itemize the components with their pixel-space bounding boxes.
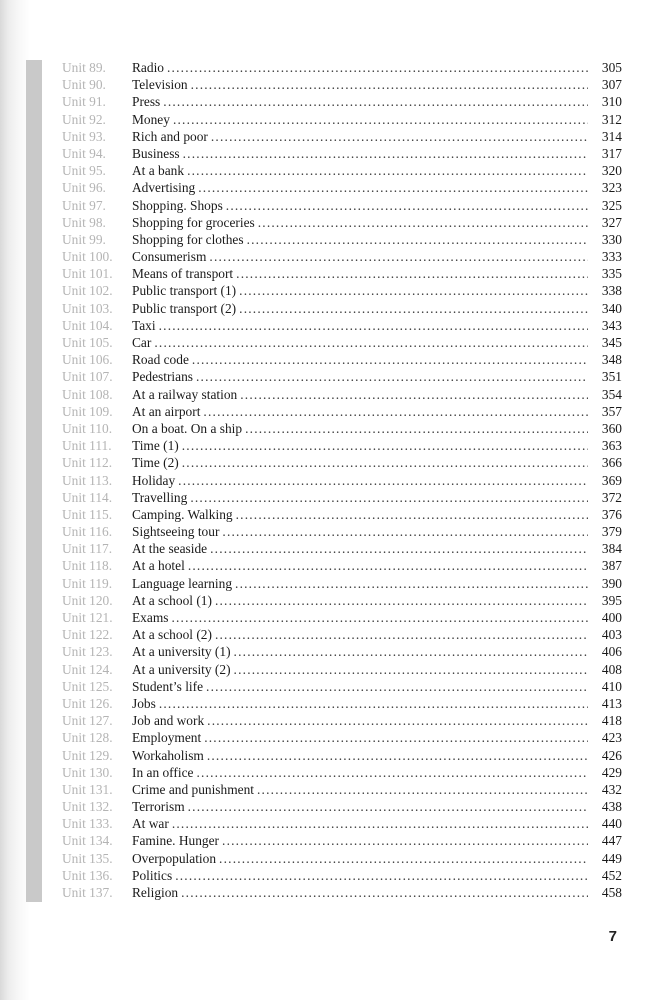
toc-title: At war [132,816,169,832]
toc-page-number: 413 [601,695,622,711]
toc-dot-leader [207,747,588,764]
toc-entry [62,128,622,145]
toc-title: At a school (2) [132,627,212,643]
toc-entry [62,145,622,162]
toc-page-number: 310 [601,94,622,110]
toc-dot-leader [173,111,588,128]
toc-page-number: 376 [601,506,622,522]
toc-title: Overpopulation [132,850,217,866]
toc-dot-leader [258,214,588,231]
toc-dot-leader [163,93,588,110]
toc-unit-label: Unit 96. [62,180,106,196]
toc-dot-leader [204,729,588,746]
toc-unit-label: Unit 127. [62,713,113,729]
toc-entry [62,162,622,179]
toc-entry [62,420,622,437]
toc-title: Shopping for groceries [132,214,255,230]
toc-title: Press [132,94,161,110]
toc-dot-leader [207,712,588,729]
toc-unit-label: Unit 130. [62,764,113,780]
toc-title: Car [132,335,152,350]
toc-dot-leader [236,506,588,523]
toc-page-number: 366 [601,455,622,471]
toc-page-number: 307 [601,77,622,93]
toc-title: At a university (2) [132,661,231,677]
toc-page-number: 335 [601,266,622,282]
toc-dot-leader [219,850,588,867]
toc-title: Shopping. Shops [132,197,223,213]
toc-entry [62,403,622,420]
toc-entry [62,850,622,867]
toc-title: Pedestrians [132,369,193,385]
toc-unit-label: Unit 111. [62,438,112,454]
toc-unit-label: Unit 126. [62,695,113,711]
toc-title: Radio [132,60,164,75]
toc-title: Taxi [132,317,156,333]
toc-dot-leader [234,661,588,678]
toc-unit-label: Unit 100. [62,249,113,265]
toc-page-number: 438 [601,799,622,815]
toc-page-number: 390 [601,575,622,591]
toc-dot-leader [175,867,588,884]
toc-entry [62,248,622,265]
toc-page-number: 320 [601,163,622,179]
toc-page-number: 440 [601,816,622,832]
toc-page-number: 338 [601,283,622,299]
toc-unit-label: Unit 95. [62,163,106,179]
toc-page-number: 357 [601,403,622,419]
toc-entry [62,798,622,815]
table-of-contents [62,59,622,901]
toc-page-number: 340 [601,300,622,316]
toc-page-number: 325 [601,197,622,213]
toc-dot-leader [192,351,588,368]
toc-title: Workaholism [132,747,204,763]
toc-page-number: 343 [601,317,622,333]
toc-entry [62,626,622,643]
toc-title: Time (2) [132,455,179,471]
toc-title: Means of transport [132,266,234,282]
toc-dot-leader [178,472,588,489]
toc-unit-label: Unit 135. [62,850,113,866]
toc-title: Crime and punishment [132,781,254,797]
toc-dot-leader [190,489,588,506]
toc-page-number: 351 [601,369,622,385]
toc-entry [62,523,622,540]
toc-title: At a bank [132,163,185,179]
toc-page-number: 327 [601,214,622,230]
toc-unit-label: Unit 93. [62,128,106,144]
toc-page-number: 423 [601,730,622,746]
toc-title: Holiday [132,472,176,488]
toc-entry [62,712,622,729]
toc-dot-leader [182,437,588,454]
toc-page-number: 384 [601,541,622,557]
toc-title: Travelling [132,489,188,505]
toc-dot-leader [187,162,588,179]
toc-dot-leader [209,248,588,265]
toc-entry [62,59,622,76]
toc-page-number: 314 [601,128,622,144]
toc-dot-leader [182,454,588,471]
toc-entry [62,678,622,695]
toc-dot-leader [188,557,588,574]
toc-title: Exams [132,610,169,625]
toc-unit-label: Unit 136. [62,867,113,883]
toc-entry [62,111,622,128]
toc-unit-label: Unit 98. [62,214,106,230]
toc-page-number: 333 [601,249,622,265]
toc-entry [62,300,622,317]
toc-title: At a school (1) [132,592,212,608]
toc-unit-label: Unit 112. [62,455,113,471]
toc-page-number: 400 [601,610,622,625]
toc-entry [62,437,622,454]
toc-dot-leader [171,609,588,626]
toc-entry [62,867,622,884]
toc-title: Money [132,111,170,127]
toc-dot-leader [188,798,588,815]
toc-entry [62,76,622,93]
toc-unit-label: Unit 99. [62,231,106,247]
toc-page-number: 452 [601,867,622,883]
toc-title: At an airport [132,403,201,419]
toc-page-number: 354 [601,386,622,402]
toc-page-number: 408 [601,661,622,677]
toc-unit-label: Unit 128. [62,730,113,746]
toc-dot-leader [154,334,588,351]
toc-unit-label: Unit 117. [62,541,113,557]
toc-title: Sightseeing tour [132,524,220,540]
toc-dot-leader [247,231,588,248]
toc-unit-label: Unit 115. [62,506,113,522]
toc-title: Business [132,145,180,161]
toc-entry [62,557,622,574]
toc-page-number: 379 [601,524,622,540]
toc-unit-label: Unit 108. [62,386,113,402]
toc-title: Religion [132,885,179,900]
toc-dot-leader [181,884,588,901]
toc-dot-leader [257,781,588,798]
toc-dot-leader [215,626,588,643]
toc-title: On a boat. On a ship [132,420,243,436]
toc-unit-label: Unit 92. [62,111,106,127]
toc-unit-label: Unit 133. [62,816,113,832]
toc-page-number: 363 [601,438,622,454]
toc-entry [62,832,622,849]
toc-page-number: 406 [601,644,622,660]
margin-gray-bar [26,60,42,902]
toc-title: Time (1) [132,438,179,454]
toc-page-number: 345 [601,335,622,350]
toc-entry [62,197,622,214]
toc-dot-leader [159,317,588,334]
toc-page-number: 410 [601,678,622,694]
toc-dot-leader [159,695,588,712]
toc-page-number: 418 [601,713,622,729]
toc-title: Consumerism [132,249,207,265]
toc-unit-label: Unit 116. [62,524,113,540]
toc-page-number: 317 [601,145,622,161]
toc-unit-label: Unit 124. [62,661,113,677]
toc-dot-leader [206,678,588,695]
toc-unit-label: Unit 129. [62,747,113,763]
toc-title: Rich and poor [132,128,208,144]
toc-page-number: 387 [601,558,622,574]
toc-unit-label: Unit 107. [62,369,113,385]
toc-entry [62,815,622,832]
toc-entry [62,265,622,282]
toc-page-number: 432 [601,781,622,797]
toc-entry [62,386,622,403]
toc-page-number: 360 [601,420,622,436]
toc-unit-label: Unit 120. [62,592,113,608]
toc-page-number: 403 [601,627,622,643]
toc-entry [62,540,622,557]
toc-unit-label: Unit 104. [62,317,113,333]
toc-title: Terrorism [132,799,185,815]
toc-unit-label: Unit 97. [62,197,106,213]
toc-entry [62,351,622,368]
toc-unit-label: Unit 90. [62,77,106,93]
toc-unit-label: Unit 109. [62,403,113,419]
toc-dot-leader [198,179,588,196]
toc-entry [62,661,622,678]
toc-unit-label: Unit 101. [62,266,113,282]
toc-entry [62,506,622,523]
toc-title: At a railway station [132,386,238,402]
toc-dot-leader [167,59,588,76]
toc-title: Employment [132,730,202,746]
toc-dot-leader [215,592,588,609]
toc-unit-label: Unit 137. [62,885,113,900]
toc-dot-leader [196,368,588,385]
toc-unit-label: Unit 123. [62,644,113,660]
toc-title: Advertising [132,180,196,196]
toc-dot-leader [236,265,588,282]
toc-dot-leader [239,300,588,317]
toc-dot-leader [191,76,588,93]
toc-entry [62,334,622,351]
toc-entry [62,764,622,781]
toc-title: Shopping for clothes [132,231,244,247]
page-number: 7 [608,928,617,945]
toc-page-number: 429 [601,764,622,780]
toc-entry [62,747,622,764]
toc-unit-label: Unit 110. [62,420,113,436]
toc-title: Student’s life [132,678,204,694]
toc-dot-leader [222,832,588,849]
toc-title: At a hotel [132,558,185,574]
toc-entry [62,472,622,489]
toc-unit-label: Unit 132. [62,799,113,815]
toc-dot-leader [226,197,588,214]
toc-title: Camping. Walking [132,506,233,522]
toc-page-number: 369 [601,472,622,488]
toc-unit-label: Unit 118. [62,558,113,574]
toc-title: Politics [132,867,173,883]
toc-title: Public transport (2) [132,300,237,316]
toc-page-number: 449 [601,850,622,866]
toc-dot-leader [172,815,588,832]
toc-unit-label: Unit 103. [62,300,113,316]
toc-page-number: 426 [601,747,622,763]
toc-page-number: 447 [601,833,622,849]
toc-unit-label: Unit 125. [62,678,113,694]
toc-unit-label: Unit 89. [62,60,106,75]
toc-entry [62,884,622,901]
toc-dot-leader [222,523,588,540]
toc-page-number: 312 [601,111,622,127]
toc-title: Public transport (1) [132,283,237,299]
toc-entry [62,609,622,626]
toc-title: Jobs [132,695,156,711]
toc-title: In an office [132,764,194,780]
toc-unit-label: Unit 113. [62,472,113,488]
toc-title: Job and work [132,713,205,729]
toc-entry [62,93,622,110]
toc-page-number: 323 [601,180,622,196]
toc-entry [62,282,622,299]
toc-page-number: 458 [601,885,622,900]
toc-title: At a university (1) [132,644,231,660]
toc-unit-label: Unit 106. [62,352,113,368]
toc-entry [62,575,622,592]
toc-title: Famine. Hunger [132,833,220,849]
toc-dot-leader [196,764,588,781]
toc-entry [62,231,622,248]
toc-dot-leader [203,403,588,420]
toc-unit-label: Unit 91. [62,94,106,110]
toc-entry [62,368,622,385]
toc-unit-label: Unit 114. [62,489,113,505]
toc-entry [62,214,622,231]
toc-dot-leader [235,575,588,592]
toc-title: Road code [132,352,189,368]
toc-entry [62,592,622,609]
toc-dot-leader [245,420,588,437]
toc-dot-leader [234,643,588,660]
toc-unit-label: Unit 102. [62,283,113,299]
toc-entry [62,179,622,196]
toc-entry [62,454,622,471]
toc-unit-label: Unit 94. [62,145,106,161]
toc-unit-label: Unit 121. [62,610,113,625]
toc-entry [62,729,622,746]
toc-unit-label: Unit 131. [62,781,113,797]
toc-page-number: 348 [601,352,622,368]
toc-title: Language learning [132,575,233,591]
toc-entry [62,695,622,712]
toc-page-number: 395 [601,592,622,608]
toc-title: Television [132,77,188,93]
toc-page-number: 305 [601,60,622,75]
toc-page-number: 330 [601,231,622,247]
toc-unit-label: Unit 105. [62,335,113,350]
toc-unit-label: Unit 122. [62,627,113,643]
toc-dot-leader [183,145,588,162]
toc-entry [62,781,622,798]
toc-entry [62,489,622,506]
toc-page-number: 372 [601,489,622,505]
toc-unit-label: Unit 119. [62,575,113,591]
toc-title: At the seaside [132,541,208,557]
toc-dot-leader [239,282,588,299]
toc-entry [62,643,622,660]
toc-dot-leader [210,540,588,557]
toc-unit-label: Unit 134. [62,833,113,849]
toc-entry [62,317,622,334]
toc-dot-leader [211,128,588,145]
toc-dot-leader [240,386,588,403]
